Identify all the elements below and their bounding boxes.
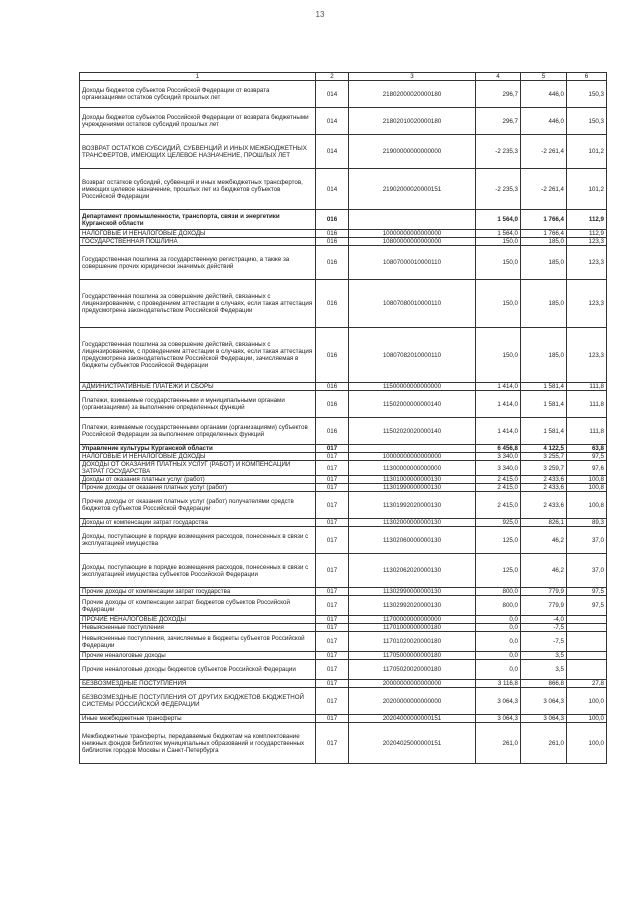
table-row [80, 383, 607, 391]
admin-code-cell: 017 [316, 527, 349, 554]
row-name-cell: Прочие доходы от компенсации затрат бюджетов субъектов Российской Федерации [80, 596, 316, 616]
table-row [80, 246, 607, 280]
row-name-cell: Государственная пошлина за государственную регистрацию, а также за совершение прочих юридически значимых действий [80, 246, 316, 280]
budget-code-cell: 11302060000000130 [349, 527, 476, 554]
planned-amount-cell: 2 415,0 [476, 476, 521, 484]
row-name-cell: БЕЗВОЗМЕЗДНЫЕ ПОСТУПЛЕНИЯ [80, 680, 316, 688]
execution-percent-cell: 63,8 [567, 445, 607, 453]
table-row [80, 81, 607, 108]
admin-code-cell: 014 [316, 108, 349, 135]
row-name-cell: НАЛОГОВЫЕ И НЕНАЛОГОВЫЕ ДОХОДЫ [80, 230, 316, 238]
row-name-cell: АДМИНИСТРАТИВНЫЕ ПЛАТЕЖИ И СБОРЫ [80, 383, 316, 391]
admin-code-cell: 017 [316, 715, 349, 723]
table-row [80, 492, 607, 519]
admin-code-cell: 017 [316, 723, 349, 764]
planned-amount-cell: 150,0 [476, 238, 521, 246]
row-name-cell: Иные межбюджетные трансферты [80, 715, 316, 723]
execution-percent-cell: 123,3 [567, 246, 607, 280]
row-name-cell: Платежи, взимаемые государственными органами (организациями) субъектов Российской Федерации за выполнение определенных функций [80, 418, 316, 445]
actual-amount-cell: 1 581,4 [521, 391, 567, 418]
actual-amount-cell: 779,9 [521, 596, 567, 616]
planned-amount-cell: 3 064,3 [476, 715, 521, 723]
row-name-cell: Департамент промышленности, транспорта, связи и энергетики Курганской области [80, 210, 316, 230]
table-row [80, 632, 607, 652]
admin-code-cell: 016 [316, 246, 349, 280]
planned-amount-cell: 925,0 [476, 519, 521, 527]
execution-percent-cell: 123,3 [567, 280, 607, 328]
row-name-cell: Прочие доходы от компенсации затрат государства [80, 588, 316, 596]
table-row [80, 660, 607, 680]
actual-amount-cell: 46,2 [521, 527, 567, 554]
actual-amount-cell: 446,0 [521, 108, 567, 135]
budget-code-cell: 11300000000000000 [349, 461, 476, 476]
planned-amount-cell: 150,0 [476, 246, 521, 280]
planned-amount-cell: 0,0 [476, 652, 521, 660]
execution-percent-cell [567, 652, 607, 660]
table-row [80, 108, 607, 135]
planned-amount-cell: 2 415,0 [476, 492, 521, 519]
budget-code-cell: 21900000000000000 [349, 135, 476, 169]
execution-percent-cell [567, 632, 607, 652]
budget-code-cell: 10807000010000110 [349, 246, 476, 280]
planned-amount-cell: 0,0 [476, 632, 521, 652]
actual-amount-cell: 1 766,4 [521, 210, 567, 230]
header-cell: 2 [316, 73, 349, 81]
budget-code-cell: 21802010020000180 [349, 108, 476, 135]
row-name-cell: Возврат остатков субсидий, субвенций и иных межбюджетных трансфертов, имеющих целевое назначение, прошлых лет из бюджетов субъектов Российской Федерации [80, 169, 316, 210]
execution-percent-cell: 97,5 [567, 588, 607, 596]
table-row [80, 230, 607, 238]
table-row [80, 453, 607, 461]
execution-percent-cell: 150,3 [567, 81, 607, 108]
planned-amount-cell: 6 456,8 [476, 445, 521, 453]
row-name-cell: Прочие доходы от оказания платных услуг (работ) [80, 484, 316, 492]
execution-percent-cell: 89,3 [567, 519, 607, 527]
admin-code-cell: 017 [316, 484, 349, 492]
actual-amount-cell: 46,2 [521, 554, 567, 588]
actual-amount-cell: 2 433,6 [521, 476, 567, 484]
budget-code-cell: 11302992020000130 [349, 596, 476, 616]
table-row [80, 418, 607, 445]
planned-amount-cell: 150,0 [476, 328, 521, 383]
table-row [80, 554, 607, 588]
planned-amount-cell: 800,0 [476, 588, 521, 596]
actual-amount-cell: 826,1 [521, 519, 567, 527]
budget-code-cell: 10000000000000000 [349, 230, 476, 238]
admin-code-cell: 017 [316, 680, 349, 688]
actual-amount-cell: 1 581,4 [521, 383, 567, 391]
planned-amount-cell: 125,0 [476, 554, 521, 588]
budget-code-cell: 11705020020000180 [349, 660, 476, 680]
row-name-cell: ДОХОДЫ ОТ ОКАЗАНИЯ ПЛАТНЫХ УСЛУГ (РАБОТ) И КОМПЕНСАЦИИ ЗАТРАТ ГОСУДАРСТВА [80, 461, 316, 476]
budget-code-cell: 20200000000000000 [349, 688, 476, 715]
admin-code-cell: 016 [316, 238, 349, 246]
table-row [80, 723, 607, 764]
admin-code-cell: 016 [316, 230, 349, 238]
actual-amount-cell: 446,0 [521, 81, 567, 108]
budget-code-cell: 11700000000000000 [349, 616, 476, 624]
actual-amount-cell: -4,0 [521, 616, 567, 624]
page-number: 13 [315, 10, 325, 19]
actual-amount-cell: -7,5 [521, 624, 567, 632]
table-row [80, 484, 607, 492]
budget-code-cell [349, 210, 476, 230]
admin-code-cell: 017 [316, 632, 349, 652]
table-row [80, 445, 607, 453]
revenue-table [79, 72, 607, 764]
table-row [80, 527, 607, 554]
execution-percent-cell: 37,0 [567, 554, 607, 588]
table-row [80, 519, 607, 527]
admin-code-cell: 017 [316, 616, 349, 624]
admin-code-cell: 017 [316, 596, 349, 616]
actual-amount-cell: 261,0 [521, 723, 567, 764]
table-row [80, 461, 607, 476]
header-cell: 3 [349, 73, 476, 81]
actual-amount-cell: 185,0 [521, 238, 567, 246]
planned-amount-cell: -2 235,3 [476, 135, 521, 169]
admin-code-cell: 017 [316, 660, 349, 680]
admin-code-cell: 017 [316, 461, 349, 476]
planned-amount-cell: 800,0 [476, 596, 521, 616]
budget-code-cell: 11705000000000180 [349, 652, 476, 660]
row-name-cell: Невыясненные поступления [80, 624, 316, 632]
row-name-cell: Доходы, поступающие в порядке возмещения расходов, понесенных в связи с эксплуатацией имущества [80, 527, 316, 554]
row-name-cell: Доходы бюджетов субъектов Российской Федерации от возврата организациями остатков субсидий прошлых лет [80, 81, 316, 108]
admin-code-cell: 016 [316, 328, 349, 383]
budget-code-cell: 21802000020000180 [349, 81, 476, 108]
admin-code-cell: 017 [316, 445, 349, 453]
execution-percent-cell: 111,8 [567, 391, 607, 418]
row-name-cell: Доходы бюджетов субъектов Российской Федерации от возврата бюджетными учреждениями остатков субсидий прошлых лет [80, 108, 316, 135]
row-name-cell: Прочие неналоговые доходы [80, 652, 316, 660]
planned-amount-cell: 3 340,0 [476, 453, 521, 461]
execution-percent-cell: 100,0 [567, 723, 607, 764]
execution-percent-cell: 101,2 [567, 135, 607, 169]
actual-amount-cell: 3 064,3 [521, 715, 567, 723]
actual-amount-cell: 3,5 [521, 652, 567, 660]
budget-code-cell: 11502020020000140 [349, 418, 476, 445]
admin-code-cell: 016 [316, 391, 349, 418]
execution-percent-cell: 150,3 [567, 108, 607, 135]
planned-amount-cell: -2 235,3 [476, 169, 521, 210]
row-name-cell: ГОСУДАРСТВЕННАЯ ПОШЛИНА [80, 238, 316, 246]
row-name-cell: Доходы от компенсации затрат государства [80, 519, 316, 527]
planned-amount-cell: 296,7 [476, 108, 521, 135]
table-row [80, 238, 607, 246]
row-name-cell: Платежи, взимаемые государственными и муниципальными органами (организациями) за выполнение определенных функций [80, 391, 316, 418]
admin-code-cell: 014 [316, 81, 349, 108]
row-name-cell: Доходы, поступающие в порядке возмещения расходов, понесенных в связи с эксплуатацией имущества субъектов Российской Федерации [80, 554, 316, 588]
execution-percent-cell [567, 624, 607, 632]
planned-amount-cell: 1 414,0 [476, 418, 521, 445]
budget-code-cell: 20000000000000000 [349, 680, 476, 688]
execution-percent-cell [567, 660, 607, 680]
table-row [80, 715, 607, 723]
execution-percent-cell: 111,8 [567, 383, 607, 391]
planned-amount-cell: 125,0 [476, 527, 521, 554]
actual-amount-cell: -2 261,4 [521, 135, 567, 169]
table-row [80, 169, 607, 210]
table-row [80, 616, 607, 624]
planned-amount-cell: 3 064,3 [476, 688, 521, 715]
admin-code-cell: 017 [316, 688, 349, 715]
execution-percent-cell: 123,3 [567, 328, 607, 383]
planned-amount-cell: 261,0 [476, 723, 521, 764]
admin-code-cell: 017 [316, 519, 349, 527]
execution-percent-cell: 97,6 [567, 461, 607, 476]
execution-percent-cell: 97,5 [567, 596, 607, 616]
planned-amount-cell: 1 564,0 [476, 210, 521, 230]
table-row [80, 476, 607, 484]
execution-percent-cell: 112,9 [567, 230, 607, 238]
row-name-cell: Управление культуры Курганской области [80, 445, 316, 453]
actual-amount-cell: 2 433,6 [521, 484, 567, 492]
execution-percent-cell: 37,0 [567, 527, 607, 554]
header-cell: 1 [80, 73, 316, 81]
budget-code-cell: 11302062020000130 [349, 554, 476, 588]
budget-code-cell: 10800000000000000 [349, 238, 476, 246]
admin-code-cell: 017 [316, 652, 349, 660]
row-name-cell: Государственная пошлина за совершение действий, связанных с лицензированием, с проведением аттестации в случаях, если такая аттестация предусмотрена законодательством Российской Федерации, зачисляемая в бюджеты субъектов Российской Федерации [80, 328, 316, 383]
execution-percent-cell: 27,8 [567, 680, 607, 688]
execution-percent-cell: 100,8 [567, 492, 607, 519]
budget-code-cell: 11301992020000130 [349, 492, 476, 519]
budget-code-cell: 11302000000000130 [349, 519, 476, 527]
header-cell: 6 [567, 73, 607, 81]
row-name-cell: Прочие неналоговые доходы бюджетов субъектов Российской Федерации [80, 660, 316, 680]
admin-code-cell: 016 [316, 210, 349, 230]
planned-amount-cell: 2 415,0 [476, 484, 521, 492]
table-row [80, 624, 607, 632]
actual-amount-cell: 3,5 [521, 660, 567, 680]
actual-amount-cell: 779,9 [521, 588, 567, 596]
row-name-cell: НАЛОГОВЫЕ И НЕНАЛОГОВЫЕ ДОХОДЫ [80, 453, 316, 461]
table-row [80, 391, 607, 418]
row-name-cell: Доходы от оказания платных услуг (работ) [80, 476, 316, 484]
actual-amount-cell: 185,0 [521, 280, 567, 328]
actual-amount-cell: 3 255,7 [521, 453, 567, 461]
actual-amount-cell: 2 433,6 [521, 492, 567, 519]
planned-amount-cell: 1 564,0 [476, 230, 521, 238]
table-row [80, 652, 607, 660]
row-name-cell: БЕЗВОЗМЕЗДНЫЕ ПОСТУПЛЕНИЯ ОТ ДРУГИХ БЮДЖЕТОВ БЮДЖЕТНОЙ СИСТЕМЫ РОССИЙСКОЙ ФЕДЕРАЦИИ [80, 688, 316, 715]
admin-code-cell: 017 [316, 492, 349, 519]
budget-code-cell: 10807082010000110 [349, 328, 476, 383]
planned-amount-cell: 0,0 [476, 624, 521, 632]
admin-code-cell: 017 [316, 453, 349, 461]
table-row [80, 688, 607, 715]
admin-code-cell: 014 [316, 135, 349, 169]
budget-code-cell: 20204025000000151 [349, 723, 476, 764]
row-name-cell: Невыясненные поступления, зачисляемые в бюджеты субъектов Российской Федерации [80, 632, 316, 652]
planned-amount-cell: 296,7 [476, 81, 521, 108]
admin-code-cell: 016 [316, 383, 349, 391]
execution-percent-cell: 123,3 [567, 238, 607, 246]
budget-code-cell: 10807080010000110 [349, 280, 476, 328]
admin-code-cell: 017 [316, 476, 349, 484]
actual-amount-cell: 3 064,3 [521, 688, 567, 715]
admin-code-cell: 017 [316, 624, 349, 632]
budget-code-cell: 11502000000000140 [349, 391, 476, 418]
actual-amount-cell: 866,8 [521, 680, 567, 688]
actual-amount-cell: 185,0 [521, 246, 567, 280]
actual-amount-cell: 3 259,7 [521, 461, 567, 476]
revenue-table-body [80, 73, 607, 764]
execution-percent-cell: 112,9 [567, 210, 607, 230]
actual-amount-cell: -2 261,4 [521, 169, 567, 210]
planned-amount-cell: 0,0 [476, 660, 521, 680]
planned-amount-cell: 0,0 [476, 616, 521, 624]
budget-code-cell: 11701000000000180 [349, 624, 476, 632]
table-row [80, 135, 607, 169]
planned-amount-cell: 150,0 [476, 280, 521, 328]
planned-amount-cell: 3 340,0 [476, 461, 521, 476]
table-row [80, 596, 607, 616]
header-cell: 5 [521, 73, 567, 81]
execution-percent-cell: 111,8 [567, 418, 607, 445]
planned-amount-cell: 1 414,0 [476, 383, 521, 391]
budget-code-cell: 11301000000000130 [349, 476, 476, 484]
execution-percent-cell: 100,0 [567, 688, 607, 715]
budget-code-cell [349, 445, 476, 453]
budget-code-cell: 11500000000000000 [349, 383, 476, 391]
admin-code-cell: 017 [316, 554, 349, 588]
admin-code-cell: 016 [316, 280, 349, 328]
table-row [80, 280, 607, 328]
column-number-row [80, 73, 607, 81]
actual-amount-cell: 185,0 [521, 328, 567, 383]
execution-percent-cell: 97,5 [567, 453, 607, 461]
table-row [80, 680, 607, 688]
budget-code-cell: 11701020020000180 [349, 632, 476, 652]
planned-amount-cell: 3 116,8 [476, 680, 521, 688]
execution-percent-cell: 100,8 [567, 476, 607, 484]
row-name-cell: Межбюджетные трансферты, передаваемые бюджетам на комплектование книжных фондов библиотек муниципальных образований и государственных библиотек городов Москвы и Санкт-Петербурга [80, 723, 316, 764]
table-row [80, 588, 607, 596]
admin-code-cell: 016 [316, 418, 349, 445]
actual-amount-cell: 1 581,4 [521, 418, 567, 445]
budget-code-cell: 11302990000000130 [349, 588, 476, 596]
planned-amount-cell: 1 414,0 [476, 391, 521, 418]
actual-amount-cell: 1 766,4 [521, 230, 567, 238]
execution-percent-cell [567, 616, 607, 624]
budget-code-cell: 20204000000000151 [349, 715, 476, 723]
actual-amount-cell: 4 122,5 [521, 445, 567, 453]
row-name-cell: Прочие доходы от оказания платных услуг (работ) получателями средств бюджетов субъектов Российской Федерации [80, 492, 316, 519]
budget-code-cell: 10000000000000000 [349, 453, 476, 461]
execution-percent-cell: 100,8 [567, 484, 607, 492]
row-name-cell: Государственная пошлина за совершение действий, связанных с лицензированием, с проведением аттестации в случаях, если такая аттестация предусмотрена законодательством Российской Федерации [80, 280, 316, 328]
row-name-cell: ВОЗВРАТ ОСТАТКОВ СУБСИДИЙ, СУБВЕНЦИЙ И ИНЫХ МЕЖБЮДЖЕТНЫХ ТРАНСФЕРТОВ, ИМЕЮЩИХ ЦЕЛЕВОЕ НАЗНАЧЕНИЕ, ПРОШЛЫХ ЛЕТ [80, 135, 316, 169]
table-row [80, 210, 607, 230]
admin-code-cell: 014 [316, 169, 349, 210]
execution-percent-cell: 100,0 [567, 715, 607, 723]
row-name-cell: ПРОЧИЕ НЕНАЛОГОВЫЕ ДОХОДЫ [80, 616, 316, 624]
execution-percent-cell: 101,2 [567, 169, 607, 210]
actual-amount-cell: -7,5 [521, 632, 567, 652]
header-cell: 4 [476, 73, 521, 81]
budget-code-cell: 11301990000000130 [349, 484, 476, 492]
budget-code-cell: 21902000020000151 [349, 169, 476, 210]
admin-code-cell: 017 [316, 588, 349, 596]
table-row [80, 328, 607, 383]
